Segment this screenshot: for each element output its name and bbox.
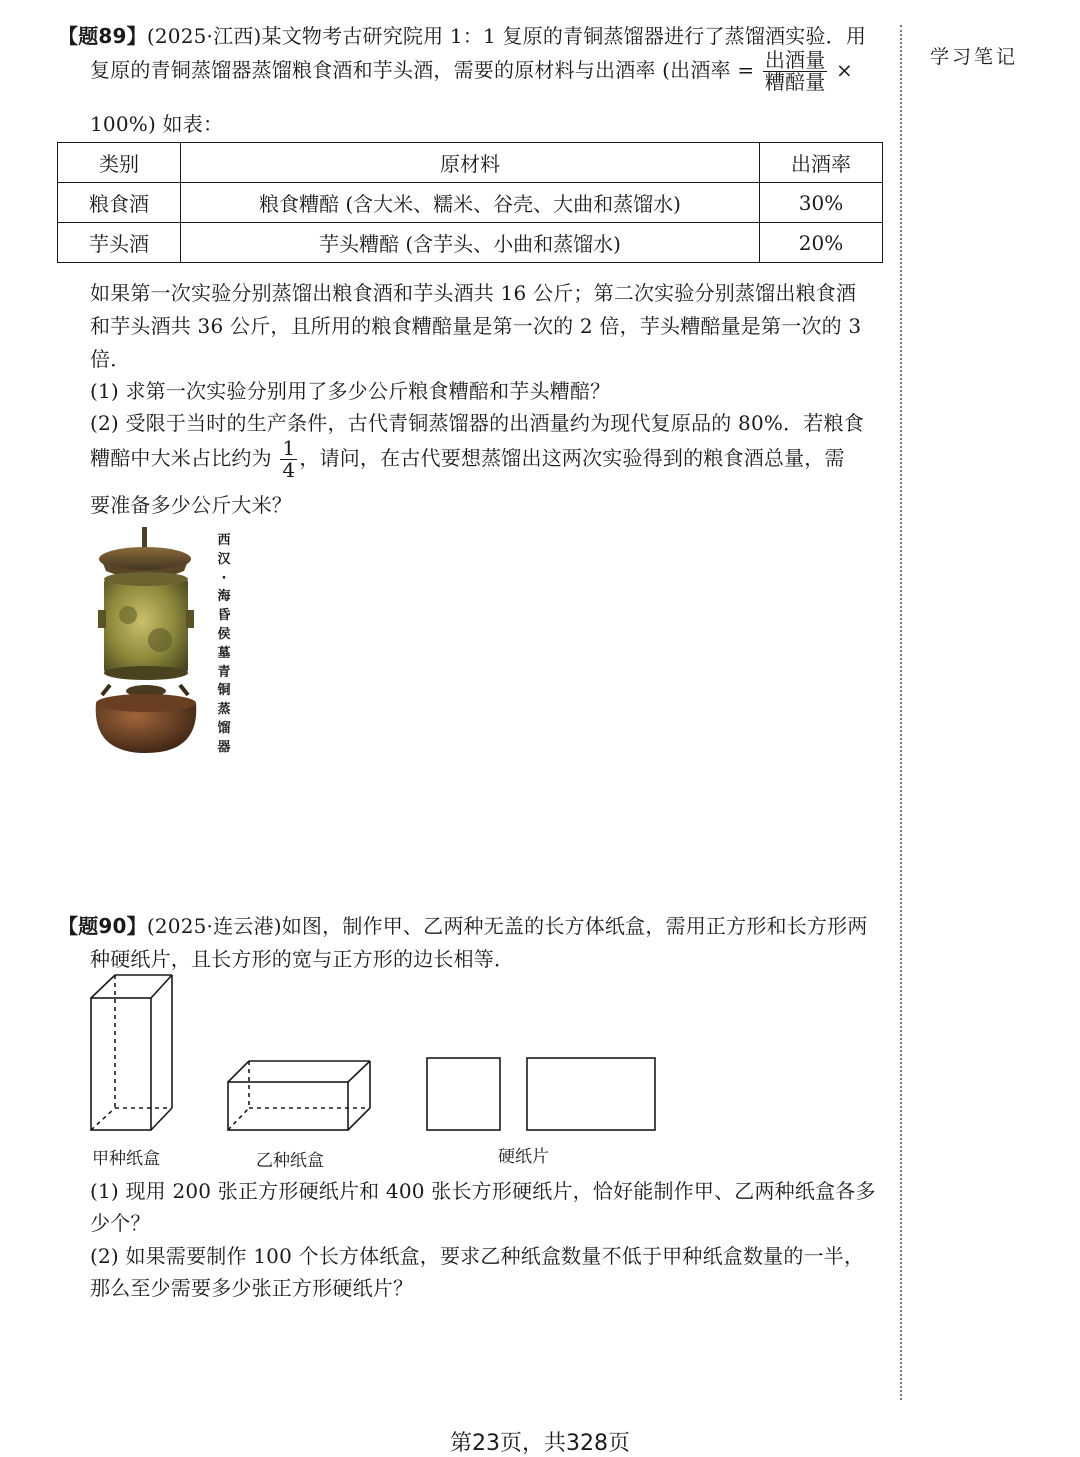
q90-line2: 种硬纸片，且长方形的宽与正方形的边长相等． xyxy=(90,947,515,971)
rectangle-card xyxy=(527,1058,655,1130)
caption-char: 侯 xyxy=(217,626,231,642)
caption-char: 昏 xyxy=(217,608,231,624)
q90-tag: 【题90】 xyxy=(58,914,147,938)
q89-line1-text: 某文物考古研究院用 1：1 复原的青铜蒸馏器进行了蒸馏酒实验．用 xyxy=(261,24,867,48)
table-header-cell: 原材料 xyxy=(181,143,760,183)
times-sign: × xyxy=(836,58,853,82)
table-row xyxy=(58,223,883,263)
page-number: 第23页，共328页 xyxy=(450,1431,630,1456)
q89-source: (2025·江西) xyxy=(146,24,262,48)
q89-line3: 100%) 如表： xyxy=(90,112,224,136)
q89-line1 xyxy=(58,20,866,49)
table-cell: 芋头糟醅 (含芋头、小曲和蒸馏水) xyxy=(181,223,760,263)
box-a-diagram xyxy=(88,972,178,1137)
q90-subquestion-1b: 少个？ xyxy=(90,1211,151,1235)
box-b-diagram xyxy=(225,1058,375,1134)
table-cell: 芋头酒 xyxy=(58,223,181,263)
q89-subquestion-2b xyxy=(90,438,845,481)
table-header-cell: 类别 xyxy=(58,143,181,183)
fraction-denominator: 4 xyxy=(282,458,296,482)
fraction-denominator: 糟醅量 xyxy=(764,70,826,94)
table-cell: 30% xyxy=(760,183,883,223)
fraction-numerator: 1 xyxy=(282,436,296,460)
caption-char: · xyxy=(221,570,227,586)
box-a-label: 甲种纸盒 xyxy=(92,1149,160,1169)
q90-line1 xyxy=(58,910,868,939)
yield-rate-fraction xyxy=(763,50,828,93)
q89-subquestion-1: (1) 求第一次实验分别用了多少公斤粮食糟醅和芋头糟醅？ xyxy=(90,379,611,403)
q89-subquestion-2c: 要准备多少公斤大米？ xyxy=(90,493,292,517)
image-caption xyxy=(216,532,232,758)
caption-char: 汉 xyxy=(217,551,231,567)
cardboard-pieces-diagram xyxy=(425,1056,660,1134)
study-notes-title: 学习笔记 xyxy=(930,46,1019,68)
q89-para-line: 倍． xyxy=(90,347,131,371)
fraction-numerator: 出酒量 xyxy=(764,48,826,72)
q89-para-line: 和芋头酒共 36 公斤，且所用的粮食糟醅量是第一次的 2 倍，芋头糟醅量是第一次的 3 xyxy=(90,314,862,338)
caption-char: 西 xyxy=(217,533,231,548)
q90-subquestion-2a: (2) 如果需要制作 100 个长方体纸盒，要求乙种纸盒数量不低于甲种纸盒数量的一半， xyxy=(90,1244,865,1268)
q90-subquestion-1a: (1) 现用 200 张正方形硬纸片和 400 张长方形硬纸片，恰好能制作甲、乙两种纸盒各多 xyxy=(90,1179,876,1203)
table-row xyxy=(58,183,883,223)
caption-char: 馏 xyxy=(217,720,231,736)
box-b-label: 乙种纸盒 xyxy=(256,1151,324,1171)
bronze-distiller-image xyxy=(88,525,203,755)
q89-line2 xyxy=(90,50,853,93)
caption-char: 铜 xyxy=(217,683,231,699)
q89-line2-text: 复原的青铜蒸馏器蒸馏粮食酒和芋头酒，需要的原材料与出酒率 (出酒率 = xyxy=(90,58,755,82)
q90-subquestion-2b: 那么至少需要多少张正方形硬纸片？ xyxy=(90,1276,414,1300)
caption-char: 墓 xyxy=(217,645,231,661)
table-cell: 粮食糟醅 (含大米、糯米、谷壳、大曲和蒸馏水) xyxy=(181,183,760,223)
q89-sub2b-post: ，请问，在古代要想蒸馏出这两次实验得到的粮食酒总量，需 xyxy=(299,446,845,470)
table-cell: 20% xyxy=(760,223,883,263)
margin-divider xyxy=(900,25,902,1400)
q89-sub2b-pre: 糟醅中大米占比约为 xyxy=(90,446,272,470)
caption-char: 器 xyxy=(217,739,231,755)
q90-source: (2025·连云港) xyxy=(146,914,282,938)
table-header-cell: 出酒率 xyxy=(760,143,883,183)
q90-line1-text: 如图，制作甲、乙两种无盖的长方体纸盒，需用正方形和长方形两 xyxy=(281,914,868,938)
rice-ratio-fraction xyxy=(280,438,297,481)
caption-char: 海 xyxy=(217,589,231,605)
table-header-row xyxy=(58,143,883,183)
cards-label: 硬纸片 xyxy=(498,1147,549,1167)
table-cell: 粮食酒 xyxy=(58,183,181,223)
q89-subquestion-2a: (2) 受限于当时的生产条件，古代青铜蒸馏器的出酒量约为现代复原品的 80%．若粮食 xyxy=(90,411,864,435)
square-card xyxy=(427,1058,500,1130)
caption-char: 蒸 xyxy=(217,702,231,718)
q89-para-line: 如果第一次实验分别蒸馏出粮食酒和芋头酒共 16 公斤；第二次实验分别蒸馏出粮食酒 xyxy=(90,281,857,305)
caption-char: 青 xyxy=(217,664,231,680)
raw-material-table xyxy=(57,142,883,263)
q89-tag: 【题89】 xyxy=(58,24,147,48)
